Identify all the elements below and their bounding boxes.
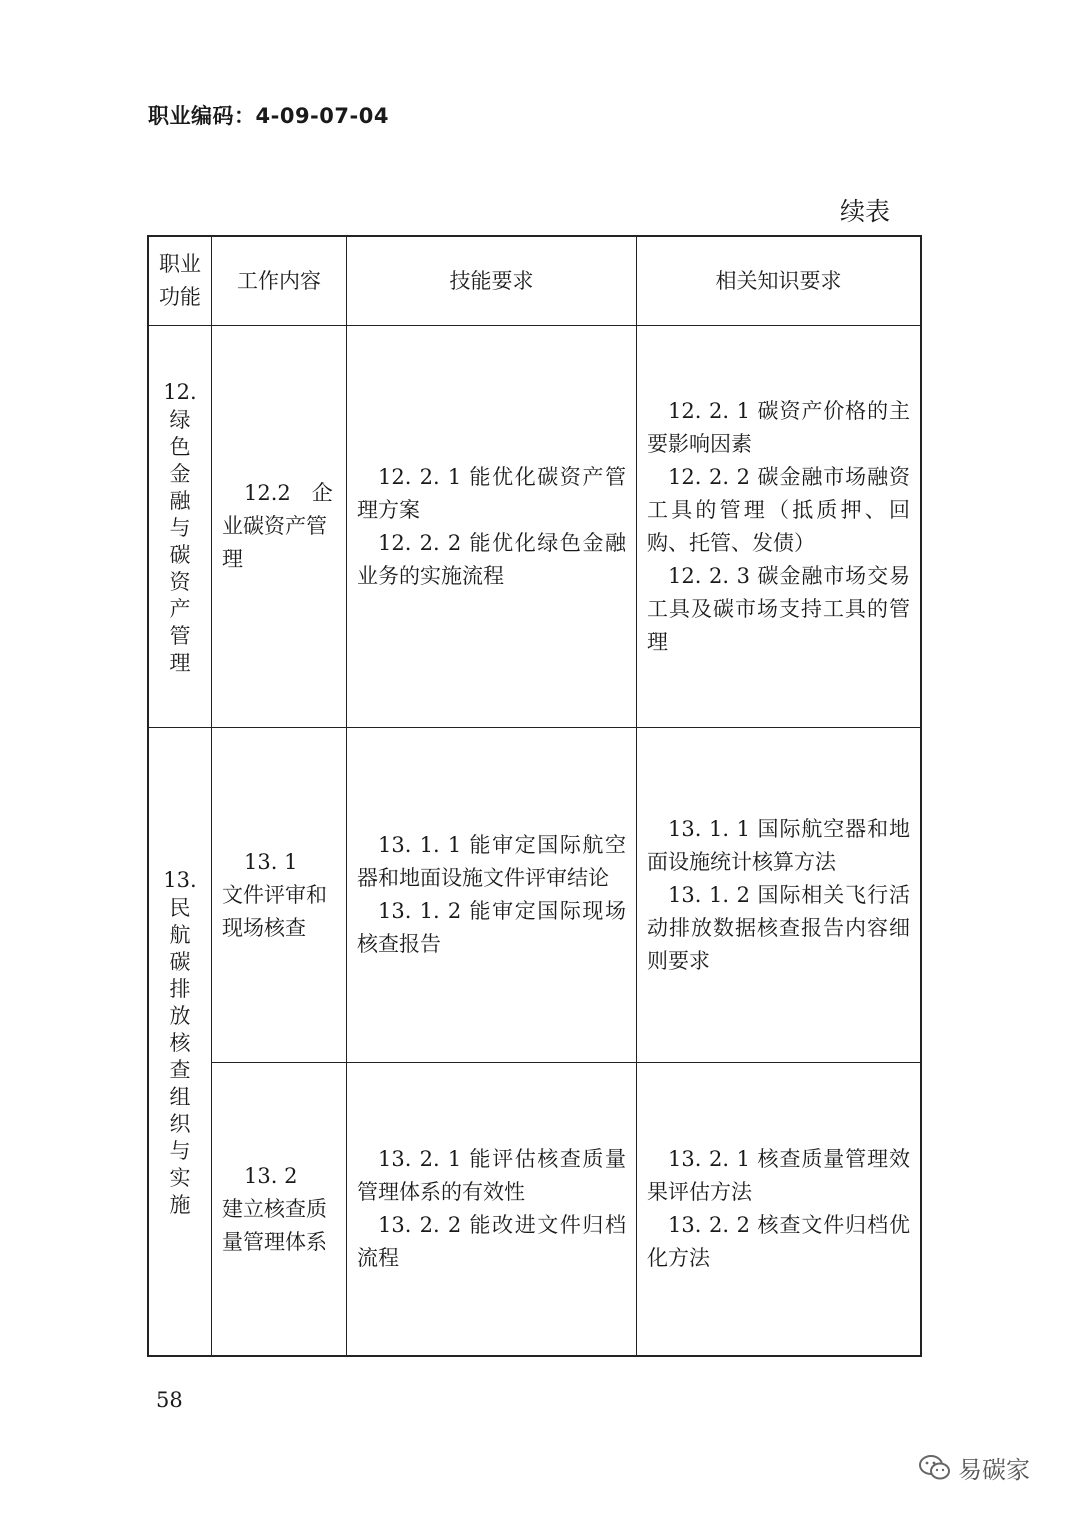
knowledge-item: 13. 1. 1 国际航空器和地面设施统计核算方法: [647, 816, 910, 874]
watermark-text: 易碳家: [958, 1456, 1030, 1484]
table-row: [148, 1063, 921, 1357]
skill-item: 13. 1. 1 能审定国际航空器和地面设施文件评审结论: [357, 833, 626, 890]
function-cell: [148, 728, 212, 1357]
work-content-cell: [212, 1063, 347, 1357]
function-cell: [148, 326, 212, 728]
table-header-row: [148, 236, 921, 326]
knowledge-cell: [637, 326, 922, 728]
page-number: 58: [156, 1388, 183, 1412]
skill-item: 12. 2. 1 能优化碳资产管理方案: [357, 464, 626, 522]
table-row: [148, 728, 921, 1063]
wechat-icon: [918, 1453, 952, 1483]
skills-cell: [347, 728, 637, 1063]
knowledge-item: 13. 1. 2 国际相关飞行活动排放数据核查报告内容细则要求: [647, 882, 910, 973]
work-content: 12.2 企业碳资产管理: [222, 481, 333, 571]
knowledge-cell: [637, 1063, 922, 1357]
skill-item: 12. 2. 2 能优化绿色金融业务的实施流程: [357, 530, 626, 588]
standards-table: [147, 235, 922, 1357]
skill-item: 13. 2. 2 能改进文件归档流程: [357, 1213, 626, 1270]
function-number: 12.: [163, 379, 197, 404]
knowledge-cell: [637, 728, 922, 1063]
skills-cell: [347, 1063, 637, 1357]
skill-item: 13. 1. 2 能审定国际现场核查报告: [357, 899, 626, 956]
knowledge-item: 13. 2. 1 核查质量管理效果评估方法: [647, 1147, 910, 1204]
watermark: [918, 1450, 1030, 1485]
function-name: 民航碳排放核查组织与实施: [169, 895, 191, 1217]
work-content-cell: [212, 728, 347, 1063]
table-row: [148, 326, 921, 728]
knowledge-item: 12. 2. 1 碳资产价格的主要影响因素: [647, 398, 910, 456]
column-header-knowledge: 相关知识要求: [637, 236, 922, 326]
column-header-skills: 技能要求: [347, 236, 637, 326]
function-name: 绿色金融与碳资产管理: [169, 407, 191, 675]
knowledge-item: 13. 2. 2 核查文件归档优化方法: [647, 1213, 910, 1270]
skill-item: 13. 2. 1 能评估核查质量管理体系的有效性: [357, 1147, 626, 1204]
work-content: 13. 2 建立核查质量管理体系: [222, 1163, 327, 1254]
knowledge-item: 12. 2. 2 碳金融市场融资工具的管理（抵质押、回购、托管、发债）: [647, 464, 910, 555]
column-header-work: 工作内容: [212, 236, 347, 326]
function-number: 13.: [163, 867, 197, 892]
skills-cell: [347, 326, 637, 728]
occupation-code: 职业编码：4-09-07-04: [148, 104, 389, 128]
knowledge-item: 12. 2. 3 碳金融市场交易工具及碳市场支持工具的管理: [647, 563, 910, 654]
column-header-function: 职业功能: [148, 236, 212, 326]
work-content-cell: [212, 326, 347, 728]
continued-label: 续表: [840, 197, 891, 226]
work-content: 13. 1 文件评审和现场核查: [222, 849, 327, 940]
